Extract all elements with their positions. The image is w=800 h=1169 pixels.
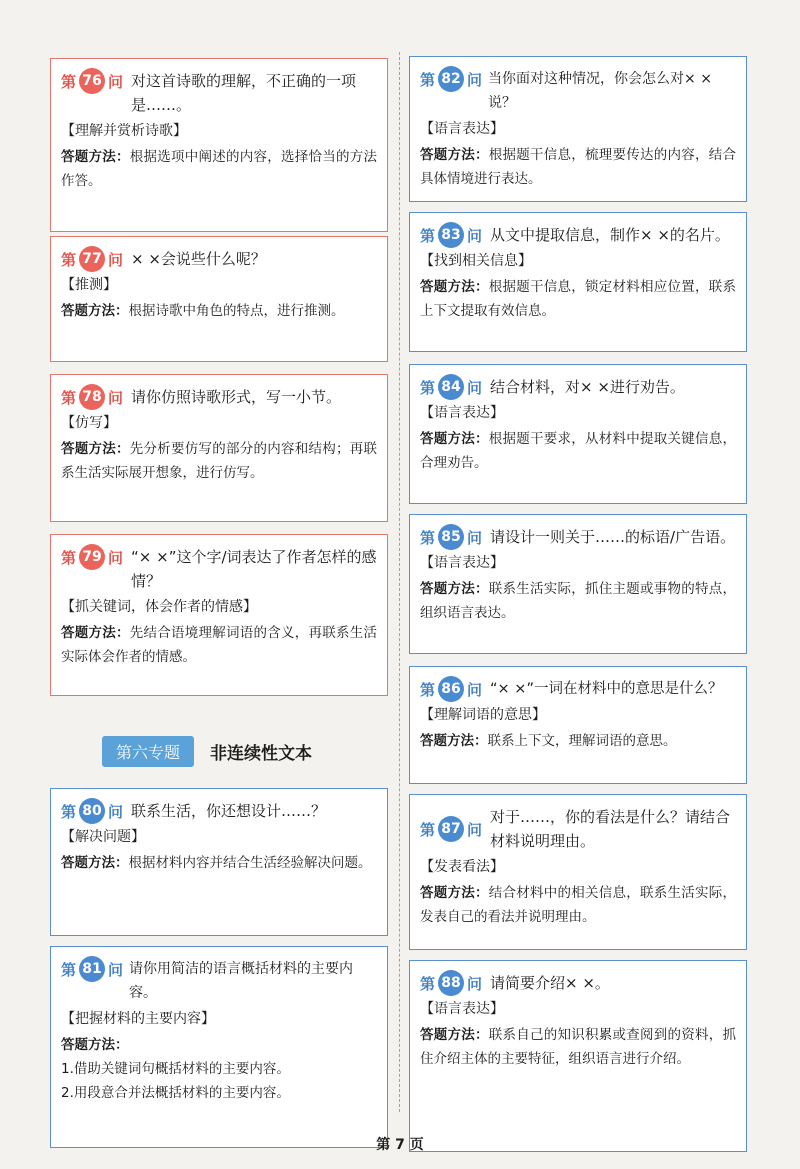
question-number-badge: 第 86 问 [420,677,482,701]
question-header [61,247,377,271]
question-number-badge: 第 79 问 [61,545,123,569]
category-tag: 【语言表达】 [420,555,504,571]
category-tag: 【仿写】 [61,415,117,431]
question-header [61,957,377,1005]
category-tag: 【语言表达】 [420,405,504,421]
section-name: 非连续性文本 [210,743,313,764]
question-header [420,223,736,247]
number-circle: 85 [438,524,464,550]
page-number: 第 7 页 [376,1137,424,1153]
question-card-87 [409,794,747,950]
question-card-84 [409,364,747,504]
question-card-88 [409,960,747,1152]
number-circle: 76 [79,68,105,94]
question-card-78 [50,374,388,522]
question-number-badge: 第 82 问 [420,67,482,91]
question-header [420,677,736,701]
question-text: “× ×”一词在材料中的意思是什么？ [490,681,723,697]
question-card-79 [50,534,388,696]
category-tag: 【找到相关信息】 [420,253,532,269]
answer-method: 答题方法：联系生活实际，抓住主题或事物的特点，组织语言表达。 [420,581,736,621]
question-number-badge: 第 80 问 [61,799,123,823]
question-text: 联系生活，你还想设计……？ [131,802,327,820]
question-text: 当你面对这种情况，你会怎么对× ×说？ [488,71,712,111]
category-tag: 【理解词语的意思】 [420,707,546,723]
question-card-85 [409,514,747,654]
section-heading [50,734,388,768]
question-header [61,545,377,593]
question-text: 请你仿照诗歌形式，写一小节。 [131,388,342,406]
answer-method: 答题方法：根据材料内容并结合生活经验解决问题。 [61,855,372,871]
category-tag: 【抓关键词，体会作者的情感】 [61,599,257,615]
question-text: “× ×”这个字/词表达了作者怎样的感情？ [131,548,377,590]
question-card-86 [409,666,747,784]
question-text: 请设计一则关于……的标语/广告语。 [490,528,736,546]
question-number-badge: 第 85 问 [420,525,482,549]
column-divider [399,52,400,1112]
question-card-76 [50,58,388,232]
category-tag: 【理解并赏析诗歌】 [61,123,187,139]
question-text: 请你用简洁的语言概括材料的主要内容。 [129,961,354,1001]
question-text: × ×会说些什么呢？ [131,250,266,268]
question-card-80 [50,788,388,936]
question-text: 对这首诗歌的理解，不正确的一项是……。 [131,72,357,114]
category-tag: 【解决问题】 [61,829,145,845]
question-number-badge: 第 88 问 [420,971,482,995]
answer-method: 答题方法：根据选项中阐述的内容，选择恰当的方法作答。 [61,149,377,189]
answer-method-line: 1.借助关键词句概括材料的主要内容。 [61,1061,290,1077]
question-card-82 [409,56,747,202]
question-text: 对于……，你的看法是什么？请结合材料说明理由。 [490,808,731,850]
question-number-badge: 第 81 问 [61,957,123,981]
number-circle: 77 [79,246,105,272]
number-circle: 81 [79,956,105,982]
question-header [420,375,736,399]
question-header [420,525,736,549]
question-number-badge: 第 87 问 [420,817,482,841]
question-header [61,799,377,823]
category-tag: 【语言表达】 [420,121,504,137]
question-header [420,971,736,995]
answer-method: 答题方法：先分析要仿写的部分的内容和结构；再联系生活实际展开想象，进行仿写。 [61,441,377,481]
category-tag: 【推测】 [61,277,117,293]
answer-method-line: 2.用段意合并法概括材料的主要内容。 [61,1085,290,1101]
answer-method: 答题方法：根据诗歌中角色的特点，进行推测。 [61,303,345,319]
question-card-77 [50,236,388,362]
question-header [61,385,377,409]
number-circle: 82 [438,66,464,92]
number-circle: 84 [438,374,464,400]
answer-method: 答题方法：联系上下文，理解词语的意思。 [420,733,677,749]
answer-method-label: 答题方法： [61,1037,129,1053]
category-tag: 【语言表达】 [420,1001,504,1017]
question-card-81 [50,946,388,1148]
category-tag: 【发表看法】 [420,859,504,875]
number-circle: 80 [79,798,105,824]
answer-method: 答题方法：联系自己的知识积累或查阅到的资料，抓住介绍主体的主要特征，组织语言进行介绍。 [420,1027,736,1067]
question-number-badge: 第 83 问 [420,223,482,247]
number-circle: 78 [79,384,105,410]
section-badge: 第六专题 [102,736,194,767]
answer-method: 答题方法：根据题干信息，锁定材料相应位置，联系上下文提取有效信息。 [420,279,736,319]
answer-method: 答题方法：结合材料中的相关信息，联系生活实际，发表自己的看法并说明理由。 [420,885,736,925]
question-header [420,67,736,115]
question-header [420,805,736,853]
number-circle: 88 [438,970,464,996]
answer-method: 答题方法：先结合语境理解词语的含义，再联系生活实际体会作者的情感。 [61,625,377,665]
question-card-83 [409,212,747,352]
question-text: 从文中提取信息，制作× ×的名片。 [490,226,730,244]
number-circle: 86 [438,676,464,702]
answer-method: 答题方法：根据题干信息，梳理要传达的内容，结合具体情境进行表达。 [420,147,736,187]
question-number-badge: 第 76 问 [61,69,123,93]
category-tag: 【把握材料的主要内容】 [61,1011,215,1027]
number-circle: 87 [438,816,464,842]
question-number-badge: 第 84 问 [420,375,482,399]
question-number-badge: 第 78 问 [61,385,123,409]
number-circle: 83 [438,222,464,248]
number-circle: 79 [79,544,105,570]
question-number-badge: 第 77 问 [61,247,123,271]
question-text: 结合材料，对× ×进行劝告。 [490,378,685,396]
question-header [61,69,377,117]
question-text: 请简要介绍× ×。 [490,974,610,992]
answer-method: 答题方法：根据题干要求，从材料中提取关键信息，合理劝告。 [420,431,736,471]
